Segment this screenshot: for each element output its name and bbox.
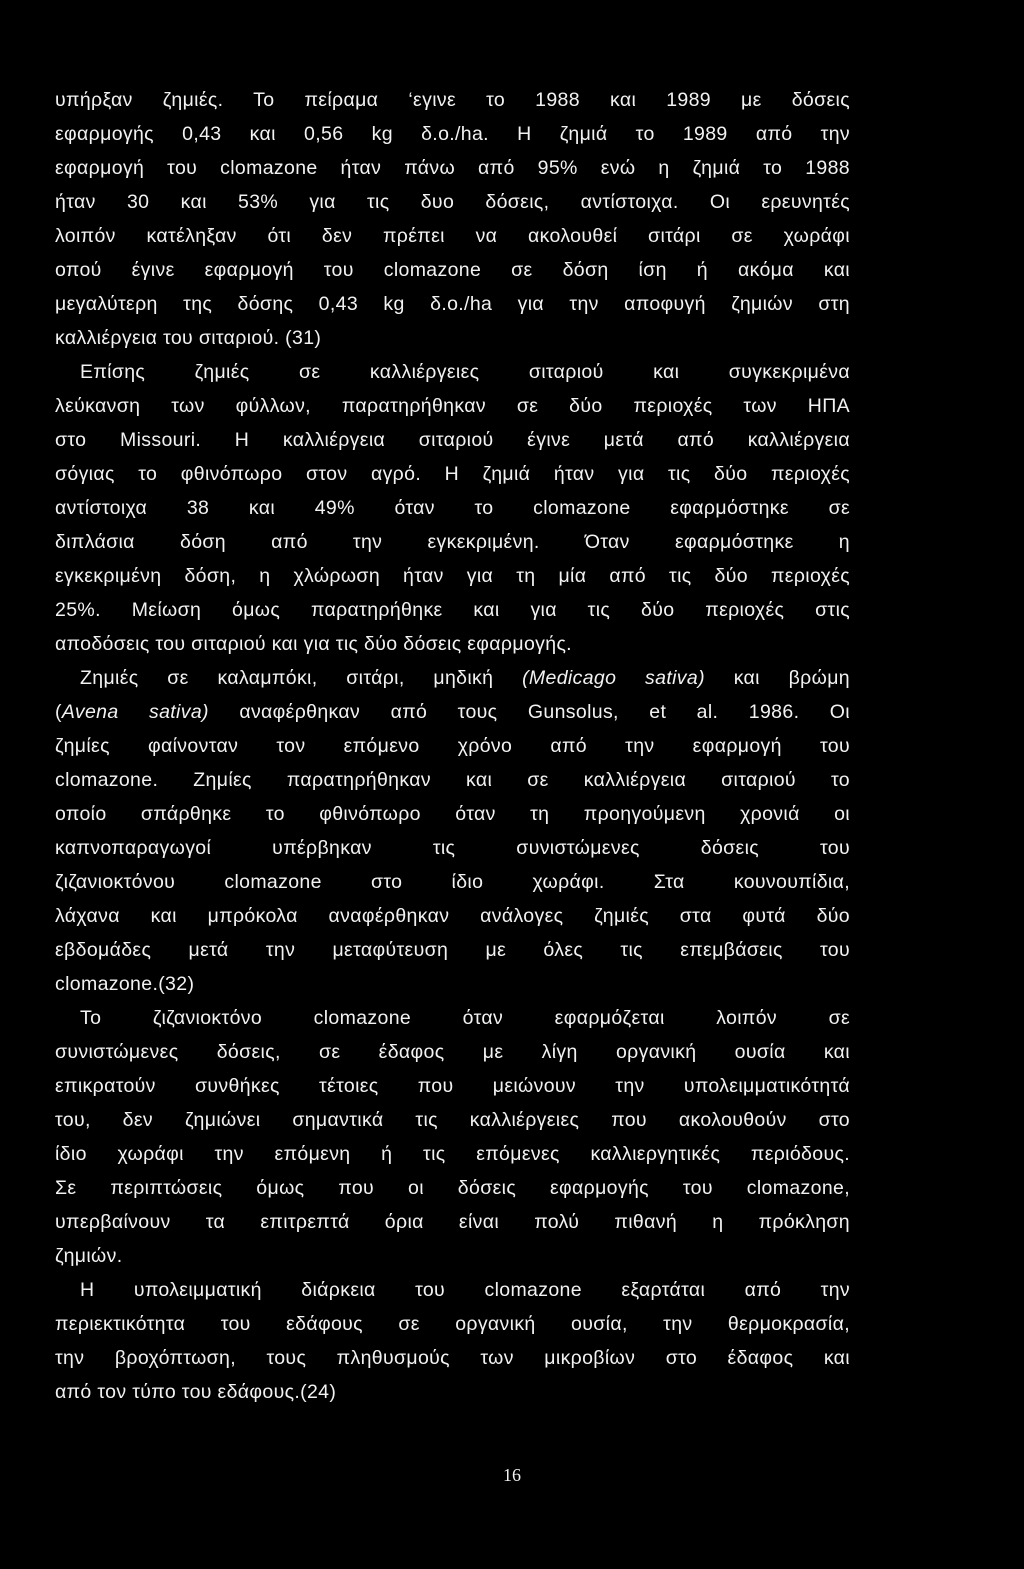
text-run: και βρώμη [704, 667, 850, 689]
page-number: 16 [503, 1465, 521, 1485]
text-line: από τον τύπο του εδάφους.(24) [55, 1381, 337, 1403]
text-line: στο Missouri. Η καλλιέργεια σιταριού έγινε μετά από καλλιέργεια [55, 429, 850, 451]
text-line: ήταν 30 και 53% για τις δυο δόσεις, αντίστοιχα. Οι ερευνητές [55, 191, 850, 213]
text-line: υπήρξαν ζημιές. Το πείραμα ‘εγινε το 1988 και 1989 με δόσεις [55, 89, 850, 111]
text-line: συνιστώμενες δόσεις, σε έδαφος με λίγη οργανική ουσία και [55, 1041, 850, 1063]
text-line: ίδιο χωράφι την επόμενη ή τις επόμενες καλλιεργητικές περιόδους. [55, 1143, 850, 1165]
text-run: Ζημιές σε καλαμπόκι, σιτάρι, μηδική [80, 667, 523, 689]
text-line: clomazone. Ζημίες παρατηρήθηκαν και σε καλλιέργεια σιταριού το [55, 769, 850, 791]
text-line: αποδόσεις του σιταριού και για τις δύο δόσεις εφαρμογής. [55, 633, 572, 655]
text-line: περιεκτικότητα του εδάφους σε οργανική ουσία, την θερμοκρασία, [55, 1313, 850, 1335]
paragraph-first-line [80, 666, 850, 690]
text-line: clomazone.(32) [55, 973, 195, 995]
text-line: ζημίες φαίνονταν τον επόμενο χρόνο από την εφαρμογή του [55, 735, 850, 757]
text-line: εφαρμογή του clomazone ήταν πάνω από 95% ενώ η ζημιά το 1988 [55, 157, 850, 179]
text-line: υπερβαίνουν τα επιτρεπτά όρια είναι πολύ πιθανή η πρόκληση [55, 1211, 850, 1233]
text-line: την βροχόπτωση, τους πληθυσμούς των μικροβίων στο έδαφος και [55, 1347, 850, 1369]
text-line: καπνοπαραγωγοί υπέρβηκαν τις συνιστώμενες δόσεις του [55, 837, 850, 859]
text-line: Σε περιπτώσεις όμως που οι δόσεις εφαρμογής του clomazone, [55, 1177, 850, 1199]
text-line: εφαρμογής 0,43 και 0,56 kg δ.ο./ha. Η ζημιά το 1989 από την [55, 123, 850, 145]
paragraph-first-line: Το ζιζανιοκτόνο clomazone όταν εφαρμόζεται λοιπόν σε [80, 1007, 850, 1029]
text-line: αντίστοιχα 38 και 49% όταν το clomazone εφαρμόστηκε σε [55, 497, 850, 519]
text-line: του, δεν ζημιώνει σημαντικά τις καλλιέργειες που ακολουθούν στο [55, 1109, 850, 1131]
text-run: ( [55, 701, 62, 723]
text-line: ζιζανιοκτόνου clomazone στο ίδιο χωράφι. Στα κουνουπίδια, [55, 871, 850, 893]
text-line: 25%. Μείωση όμως παρατηρήθηκε και για τις δύο περιοχές στις [55, 599, 850, 621]
paragraph-first-line: Επίσης ζημιές σε καλλιέργειες σιταριού και συγκεκριμένα [80, 361, 850, 383]
text-line [55, 700, 850, 724]
text-line: καλλιέργεια του σιταριού. (31) [55, 327, 322, 349]
text-line: οποίο σπάρθηκε το φθινόπωρο όταν τη προηγούμενη χρονιά οι [55, 803, 850, 825]
text-line: σόγιας το φθινόπωρο στον αγρό. Η ζημιά ήταν για τις δύο περιοχές [55, 463, 850, 485]
text-line: μεγαλύτερη της δόσης 0,43 kg δ.ο./ha για την αποφυγή ζημιών στη [55, 293, 850, 315]
text-line: λάχανα και μπρόκολα αναφέρθηκαν ανάλογες ζημιές στα φυτά δύο [55, 905, 850, 927]
text-line: ζημιών. [55, 1245, 123, 1267]
text-line: λοιπόν κατέληξαν ότι δεν πρέπει να ακολουθεί σιτάρι σε χωράφι [55, 225, 850, 247]
paragraph-first-line: Η υπολειμματική διάρκεια του clomazone εξαρτάται από την [80, 1279, 850, 1301]
text-line: επικρατούν συνθήκες τέτοιες που μειώνουν την υπολειμματικότητά [55, 1075, 850, 1097]
species-name-medicago: (Medicago sativa) [522, 667, 705, 689]
species-name-avena: Avena sativa) [61, 701, 209, 723]
text-run: αναφέρθηκαν από τους Gunsolus, et al. 1986. Οι [208, 701, 850, 723]
text-line: οπού έγινε εφαρμογή του clomazone σε δόση ίση ή ακόμα και [55, 259, 850, 281]
text-line: λεύκανση των φύλλων, παρατηρήθηκαν σε δύο περιοχές των ΗΠΑ [55, 395, 850, 417]
text-line: εγκεκριμένη δόση, η χλώρωση ήταν για τη μία από τις δύο περιοχές [55, 565, 850, 587]
text-line: εβδομάδες μετά την μεταφύτευση με όλες τις επεμβάσεις του [55, 939, 850, 961]
text-line: διπλάσια δόση από την εγκεκριμένη. Όταν εφαρμόστηκε η [55, 531, 850, 553]
